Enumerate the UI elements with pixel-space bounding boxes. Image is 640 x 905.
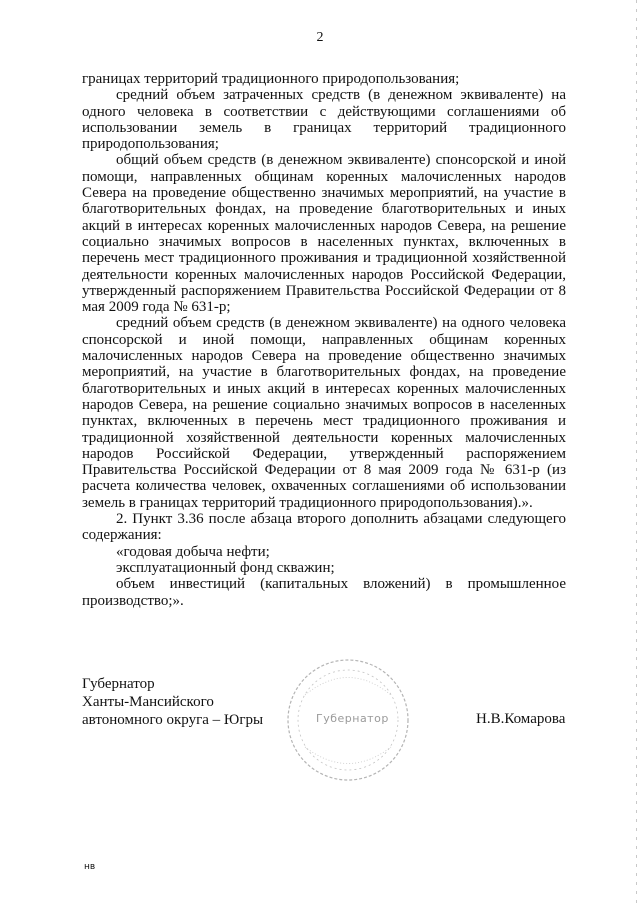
paragraph-3: общий объем средств (в денежном эквиваленте) спонсорской и иной помощи, направленных общинам коренных малочисленных народов Севера на проведение общественно значимых мероприятий, на участие в благотворительных фондах, на проведение благотворительных и иных акций в интересах коренных малочисленных народов Севера, на решение социально значимых вопросов в населенных пунктах, включенных в перечень мест традиционного проживания и традиционной хозяйственной деятельности коренных малочисленных народов Российской Федерации, утвержденный распоряжением Правительства Российской Федерации от 8 мая 2009 года № 631-р; xyxy=(82,152,566,316)
page-number: 2 xyxy=(316,30,324,45)
paragraph-8: объем инвестиций (капитальных вложений) в промышленное производство;». xyxy=(82,576,566,609)
document-body xyxy=(82,71,566,609)
stamp-text: Губернатор xyxy=(316,712,389,725)
executor-initials: нв xyxy=(84,862,96,872)
position-line-3: автономного округа – Югры xyxy=(82,712,264,728)
position-line-1: Губернатор xyxy=(82,676,155,692)
paragraph-1: границах территорий традиционного природопользования; xyxy=(82,71,460,87)
signature-position xyxy=(82,675,282,729)
paragraph-6: «годовая добыча нефти; xyxy=(116,543,270,560)
paragraph-7: эксплуатационный фонд скважин; xyxy=(116,559,335,576)
signer-name: Н.В.Комарова xyxy=(476,711,566,727)
paragraph-4: средний объем средств (в денежном эквиваленте) на одного человека спонсорской и иной помощи, направленных общинам коренных малочисленных народов Севера на проведение общественно значимых мероприятий, на участие в благотворительных фондах, на проведение благотворительных и иных акций в интересах коренных малочисленных народов Севера, на решение социально значимых вопросов в населенных пунктах, включенных в перечень мест традиционного проживания и традиционной хозяйственной деятельности коренных малочисленных народов Российской Федерации, утвержденный распоряжением Правительства Российской Федерации от 8 мая 2009 года № 631-р (из расчета количества человек, охваченных соглашениями об использовании земель в границах территорий традиционного природопользования).». xyxy=(82,315,566,511)
paragraph-5: 2. Пункт 3.36 после абзаца второго дополнить абзацами следующего содержания: xyxy=(82,511,566,544)
position-line-2: Ханты-Мансийского xyxy=(82,694,214,710)
margin-scan-line xyxy=(636,0,637,905)
paragraph-2: средний объем затраченных средств (в денежном эквиваленте) на одного человека в соответствии с действующими соглашениями об использовании земель в границах территорий традиционного природопользования; xyxy=(82,87,566,153)
